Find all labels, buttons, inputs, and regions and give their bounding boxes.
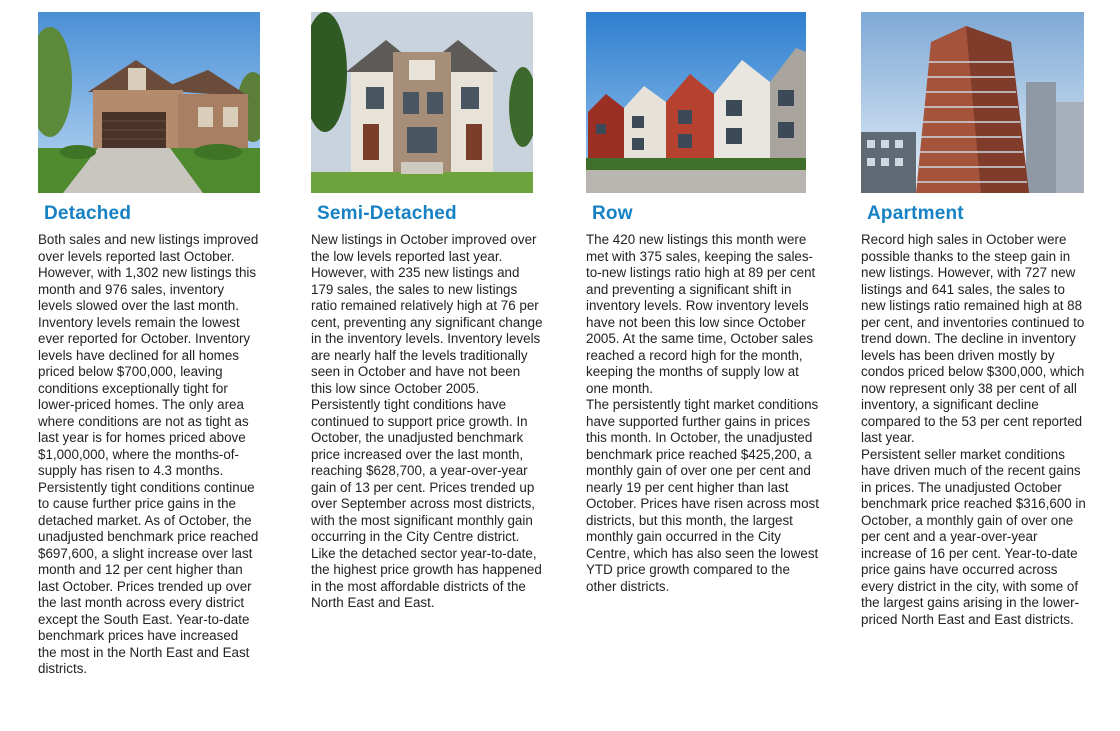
heading-row: Row xyxy=(592,203,633,224)
semi-detached-body xyxy=(311,232,543,612)
apartment-paragraph-2: Persistent seller market conditions have driven much of the recent gains in prices. The unadjusted October benchmark price reached $316,600 in October, a monthly gain of over one per cent and a year-over-year increase of 16 per cent. Year-to-date price gains have occurred across every district in the city, with some of the largest gains arising in the lower-priced North East and East districts. xyxy=(861,446,1086,627)
detached-paragraph-1: Both sales and new listings improved over levels reported last October. However, with 1,302 new listings this month and 976 sales, inventory levels slowed over the last month. Inventory levels remain the lowest ever reported for October. Inventory levels have declined for all homes priced below $700,000, leaving conditions exceptionally tight for lower-priced homes. The only area where conditions are not as tight as last year is for homes priced above $1,000,000, where the months-of-supply has risen to 4.3 months. xyxy=(38,232,259,478)
column-semi-detached xyxy=(311,12,543,612)
row-paragraph-2: The persistently tight market conditions have supported further gains in prices this month. In October, the unadjusted benchmark price reached $425,200, a monthly gain of over one per cent and nearly 19 per cent higher than last October. Prices have risen across most districts, but this month, the largest monthly gain occurred in the City Centre, which has also seen the lowest YTD price growth compared to the other districts. xyxy=(586,397,819,594)
semi-detached-paragraph-2: Persistently tight conditions have continued to support price growth. In October, the unadjusted benchmark price increased over the last month, reaching $628,700, a year-over-year gain of 13 per cent. Prices trended up over September across most districts, with the most significant monthly gain occurring in the City Centre district. Like the detached sector year-to-date, the highest price growth has happened in the most affordable districts of the North East and East. xyxy=(311,397,542,610)
heading-semi-detached: Semi-Detached xyxy=(317,203,457,224)
column-detached xyxy=(38,12,260,678)
semi-detached-house-photo xyxy=(311,12,533,193)
detached-body xyxy=(38,232,260,678)
apartment-paragraph-1: Record high sales in October were possible thanks to the steep gain in new listings. However, with 727 new listings and 641 sales, the sales to new listings ratio remained high at 88 per cent, and inventories continued to trend down. The decline in inventory levels has been driven mostly by condos priced below $300,000, which now represent only 38 per cent of all inventory, a significant decline compared to the 53 per cent reported last year. xyxy=(861,232,1085,445)
column-apartment xyxy=(861,12,1087,628)
row-paragraph-1: The 420 new listings this month were met with 375 sales, keeping the sales-to-new listings ratio high at 89 per cent and preventing a significant shift in inventory levels. Row inventory levels have not been this low since October 2005. At the same time, October sales reached a record high for the month, keeping the months of supply low at one month. xyxy=(586,232,816,396)
row-body xyxy=(586,232,820,595)
column-row xyxy=(586,12,820,595)
detached-house-photo xyxy=(38,12,260,193)
detached-paragraph-2: Persistently tight conditions continue to cause further price gains in the detached market. As of October, the unadjusted benchmark price reached $697,600, a slight increase over last month and 12 per cent higher than last October. Prices trended up over the last month across every district except the South East. Year-to-date benchmark prices have increased the most in the North East and East districts. xyxy=(38,479,259,676)
semi-detached-paragraph-1: New listings in October improved over the low levels reported last year. However, with 235 new listings and 179 sales, the sales to new listings ratio remained relatively high at 76 per cent, preventing any significant change in the inventory levels. Inventory levels are nearly half the levels traditionally seen in October and have not been this low since October 2005. xyxy=(311,232,543,396)
heading-apartment: Apartment xyxy=(867,203,964,224)
apartment-body xyxy=(861,232,1087,628)
row-townhouses-photo xyxy=(586,12,806,193)
heading-detached: Detached xyxy=(44,203,132,224)
apartment-tower-photo xyxy=(861,12,1084,193)
